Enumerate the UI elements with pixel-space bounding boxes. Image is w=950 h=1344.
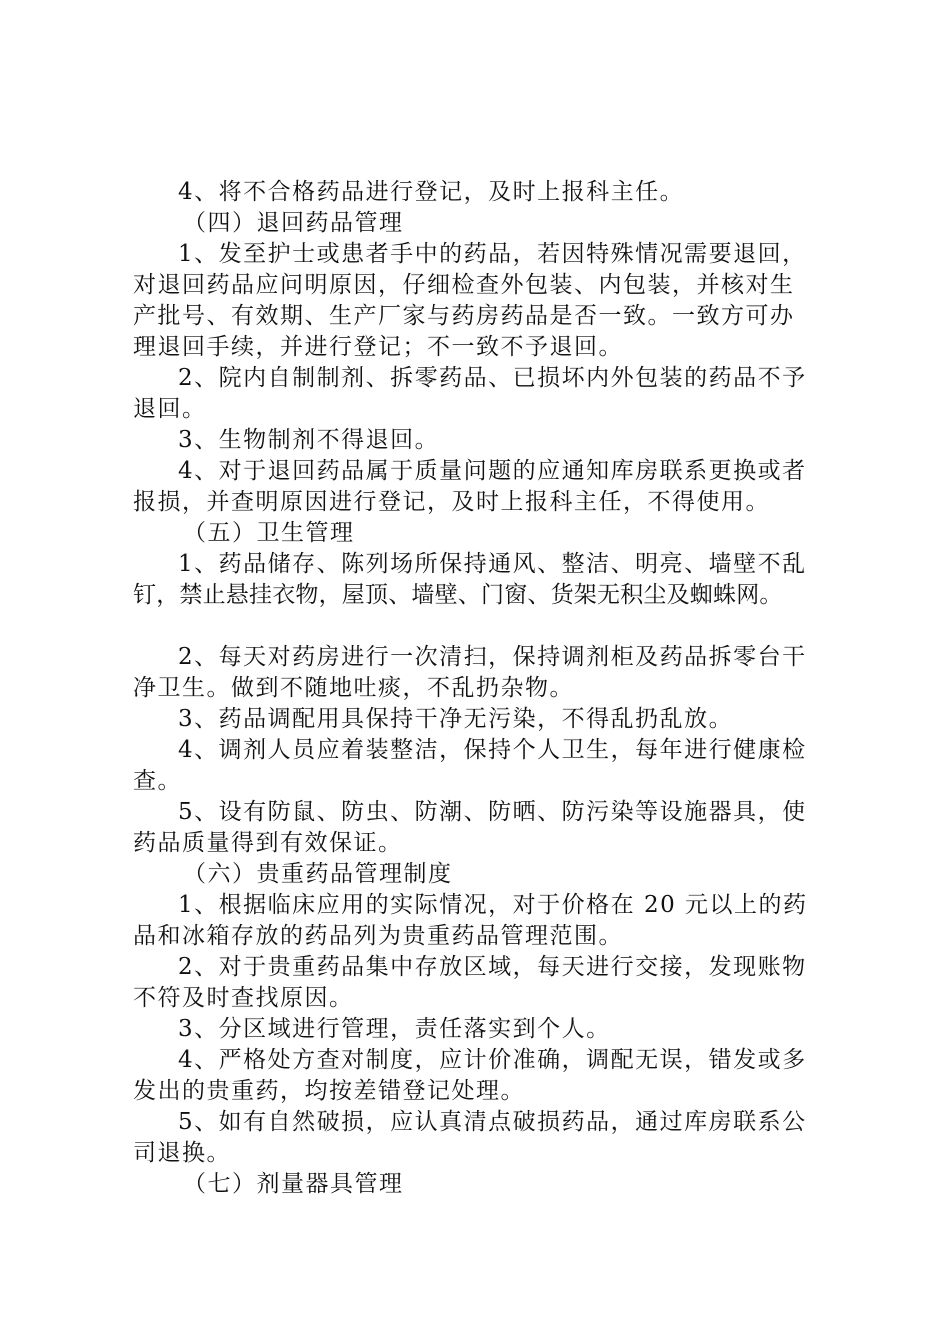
paragraph-line: 1、药品储存、陈列场所保持通风、整洁、明亮、墙壁不乱	[178, 551, 807, 577]
paragraph-line: 产批号、有效期、生产厂家与药房药品是否一致。一致方可办	[133, 303, 795, 329]
paragraph-line: 5、如有自然破损，应认真清点破损药品，通过库房联系公	[178, 1109, 807, 1135]
paragraph-line: 3、生物制剂不得退回。	[178, 427, 440, 453]
paragraph-line: 对退回药品应问明原因，仔细检查外包装、内包装，并核对生	[133, 272, 795, 298]
section-heading: （五）卫生管理	[183, 520, 355, 546]
paragraph-line: 2、院内自制制剂、拆零药品、已损坏内外包装的药品不予	[178, 365, 807, 391]
paragraph-line: 4、将不合格药品进行登记，及时上报科主任。	[178, 179, 685, 205]
paragraph-line: 理退回手续，并进行登记；不一致不予退回。	[133, 334, 623, 360]
paragraph-line: 钉，禁止悬挂衣物，屋顶、墙壁、门窗、货架无积尘及蜘蛛网。	[133, 582, 783, 608]
section-heading: （四）退回药品管理	[183, 210, 404, 236]
section-heading: （七）剂量器具管理	[183, 1171, 404, 1197]
paragraph-line: 3、分区域进行管理，责任落实到个人。	[178, 1016, 611, 1042]
paragraph-line: 退回。	[133, 396, 207, 422]
paragraph-line: 报损，并查明原因进行登记，及时上报科主任，不得使用。	[133, 489, 770, 515]
paragraph-line: 3、药品调配用具保持干净无污染，不得乱扔乱放。	[178, 706, 734, 732]
paragraph-line: 4、调剂人员应着装整洁，保持个人卫生，每年进行健康检	[178, 737, 807, 763]
paragraph-line: 2、每天对药房进行一次清扫，保持调剂柜及药品拆零台干	[178, 644, 807, 670]
paragraph-line: 5、设有防鼠、防虫、防潮、防晒、防污染等设施器具，使	[178, 799, 807, 825]
section-heading: （六）贵重药品管理制度	[183, 861, 453, 887]
paragraph-line: 品和冰箱存放的药品列为贵重药品管理范围。	[133, 923, 623, 949]
paragraph-line: 1、发至护士或患者手中的药品，若因特殊情况需要退回，	[178, 241, 807, 267]
paragraph-line: 1、根据临床应用的实际情况，对于价格在 20 元以上的药	[178, 892, 808, 918]
paragraph-line: 不符及时查找原因。	[133, 985, 354, 1011]
paragraph-line: 4、严格处方查对制度，应计价准确，调配无误，错发或多	[178, 1047, 807, 1073]
paragraph-line: 2、对于贵重药品集中存放区域，每天进行交接，发现账物	[178, 954, 807, 980]
paragraph-line: 4、对于退回药品属于质量问题的应通知库房联系更换或者	[178, 458, 807, 484]
paragraph-line: 药品质量得到有效保证。	[133, 830, 403, 856]
paragraph-line: 查。	[133, 768, 182, 794]
paragraph-line: 发出的贵重药，均按差错登记处理。	[133, 1078, 525, 1104]
paragraph-line: 净卫生。做到不随地吐痰，不乱扔杂物。	[133, 675, 574, 701]
paragraph-line: 司退换。	[133, 1140, 231, 1166]
